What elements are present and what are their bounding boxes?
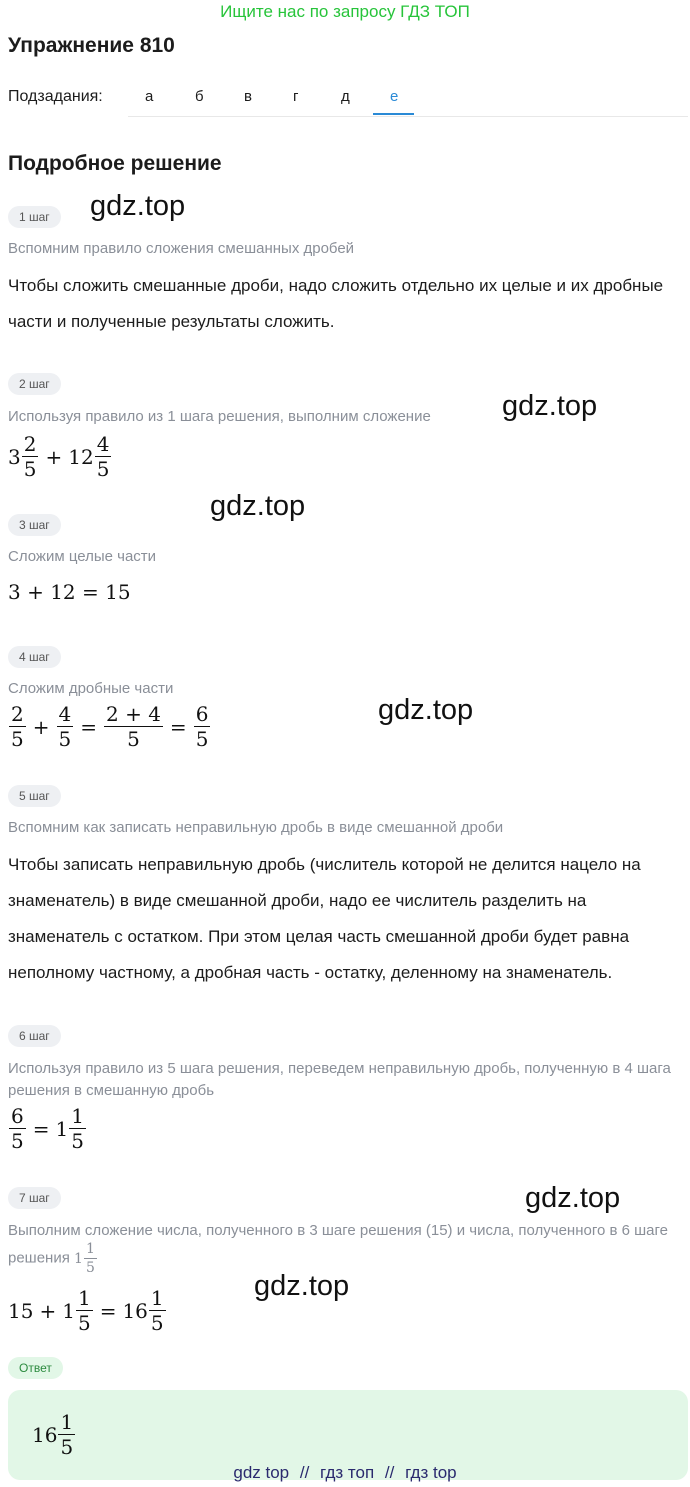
step-5-hint: Вспомним как записать неправильную дробь в виде смешанной дроби bbox=[8, 819, 504, 836]
fraction bbox=[104, 704, 163, 749]
denominator: 5 bbox=[127, 727, 140, 751]
denominator: 5 bbox=[71, 1129, 84, 1153]
step-5-text: Чтобы записать неправильную дробь (числитель которой не делится нацело на знаменатель) в виде смешанной дроби, надо ее числитель разделить на знаменатель с остатком. При этом целая часть смешанной дроби будет равна неполному частному, а дробная часть - остатку, деленному на знаменатель. bbox=[8, 855, 641, 982]
denominator: 5 bbox=[11, 1129, 24, 1153]
step-3-hint: Сложим целые части bbox=[8, 548, 157, 565]
step-1-badge: 1 шаг bbox=[8, 206, 61, 228]
denominator: 5 bbox=[96, 457, 110, 481]
active-tab-indicator bbox=[373, 113, 414, 115]
step-7-hint-math bbox=[74, 1242, 98, 1275]
fraction bbox=[76, 1288, 93, 1333]
subtasks-label: Подзадания: bbox=[8, 88, 103, 105]
tab-e[interactable]: е bbox=[390, 88, 399, 105]
tab-g[interactable]: г bbox=[293, 88, 299, 105]
denominator: 5 bbox=[85, 1260, 95, 1276]
step-4-hint: Сложим дробные части bbox=[8, 680, 174, 697]
fraction bbox=[58, 1412, 75, 1457]
step-3-math: 3 + 12 = 15 bbox=[8, 580, 131, 604]
denominator: 5 bbox=[195, 727, 209, 751]
watermark: gdz.top bbox=[525, 1182, 621, 1214]
numerator: 1 bbox=[71, 1104, 84, 1128]
step-7-math: 15 + 1 $\frac{1}{5}$ = 16 $\frac{1}{5}$ bbox=[8, 1286, 164, 1335]
step-2-badge: 2 шаг bbox=[8, 373, 61, 395]
watermark: gdz.top bbox=[254, 1270, 350, 1302]
step-5-badge: 5 шаг bbox=[8, 785, 61, 807]
denominator: 5 bbox=[150, 1311, 164, 1335]
watermark: gdz.top bbox=[210, 490, 306, 522]
denominator: 5 bbox=[58, 727, 72, 751]
numerator: 1 bbox=[150, 1286, 164, 1310]
mixed-whole: 12 bbox=[68, 444, 94, 469]
numerator: 4 bbox=[96, 432, 110, 456]
page-title: Упражнение 810 bbox=[8, 34, 175, 57]
denominator: 5 bbox=[23, 457, 37, 481]
operator: + bbox=[45, 444, 63, 469]
fraction bbox=[95, 434, 112, 479]
fraction bbox=[194, 704, 211, 749]
mixed-whole: 16 bbox=[32, 1422, 58, 1447]
mixed-whole: 3 bbox=[8, 444, 21, 469]
tab-v[interactable]: в bbox=[244, 88, 252, 105]
search-banner: Ищите нас по запросу ГДЗ ТОП bbox=[220, 2, 470, 21]
step-7-hint-text: Выполним сложение числа, полученного в 3 шаге решения (15) и числа, полученного в 6 шаге решения bbox=[8, 1222, 668, 1267]
tab-b[interactable]: б bbox=[195, 88, 204, 105]
step-1-text: Чтобы сложить смешанные дроби, надо сложить отдельно их целые и их дробные части и полученные результаты сложить. bbox=[8, 276, 664, 331]
fraction bbox=[22, 434, 39, 479]
denominator: 5 bbox=[77, 1311, 91, 1335]
step-2-hint: Используя правило из 1 шага решения, выполним сложение bbox=[8, 408, 431, 425]
step-3-badge: 3 шаг bbox=[8, 514, 61, 536]
mixed-whole: 16 bbox=[122, 1298, 148, 1323]
fraction bbox=[57, 704, 74, 749]
fraction bbox=[69, 1106, 86, 1151]
numerator: 1 bbox=[85, 1241, 95, 1257]
fraction bbox=[149, 1288, 166, 1333]
footer-separator: // bbox=[384, 1463, 395, 1482]
step-1-hint: Вспомним правило сложения смешанных дробей bbox=[8, 240, 355, 257]
numerator: 6 bbox=[11, 1104, 24, 1128]
step-6-math: $\frac{6}{5}$ = 1 $\frac{1}{5}$ bbox=[11, 1104, 84, 1153]
step-2-math bbox=[8, 434, 112, 479]
fraction bbox=[84, 1242, 97, 1275]
denominator: 5 bbox=[11, 727, 24, 751]
denominator: 5 bbox=[60, 1435, 74, 1459]
mixed-whole: 1 bbox=[62, 1298, 75, 1323]
answer-math bbox=[32, 1412, 76, 1457]
step-4-badge: 4 шаг bbox=[8, 646, 61, 668]
subtasks-tabs bbox=[128, 78, 688, 117]
step-7-badge: 7 шаг bbox=[8, 1187, 61, 1209]
tab-d[interactable]: д bbox=[341, 88, 350, 105]
step-6-badge: 6 шаг bbox=[8, 1025, 61, 1047]
footer-link[interactable]: gdz top bbox=[233, 1463, 290, 1482]
numerator: 4 bbox=[58, 702, 72, 726]
numerator: 2 bbox=[23, 432, 37, 456]
fraction bbox=[9, 1106, 26, 1151]
step-7-hint bbox=[8, 1220, 688, 1275]
footer-separator: // bbox=[299, 1463, 310, 1482]
watermark: gdz.top bbox=[90, 190, 186, 222]
footer-link[interactable]: гдз топ bbox=[320, 1463, 375, 1482]
mixed-whole: 1 bbox=[55, 1116, 69, 1141]
numerator: 1 bbox=[60, 1410, 74, 1434]
tab-a[interactable]: а bbox=[145, 88, 154, 105]
solution-heading: Подробное решение bbox=[8, 152, 222, 175]
fraction bbox=[9, 704, 26, 749]
numerator: 6 bbox=[195, 702, 209, 726]
watermark: gdz.top bbox=[378, 694, 474, 726]
footer-link[interactable]: гдз top bbox=[405, 1463, 457, 1482]
numerator: 1 bbox=[77, 1286, 91, 1310]
footer-links bbox=[0, 1463, 690, 1483]
numerator: 2 bbox=[11, 702, 24, 726]
answer-badge: Ответ bbox=[8, 1357, 63, 1379]
numerator: 2 + 4 bbox=[106, 702, 161, 726]
step-4-math: $\frac{2}{5}$ + $\frac{4}{5}$ = $\frac{2 + 4}{5}$ = $\frac{6}{5}$ bbox=[11, 702, 209, 751]
mixed-whole: 1 bbox=[74, 1250, 83, 1267]
step-6-hint: Используя правило из 5 шага решения, переведем неправильную дробь, полученную в 4 шага решения в смешанную дробь bbox=[8, 1060, 671, 1099]
number: 15 bbox=[8, 1298, 34, 1323]
watermark: gdz.top bbox=[502, 390, 598, 422]
